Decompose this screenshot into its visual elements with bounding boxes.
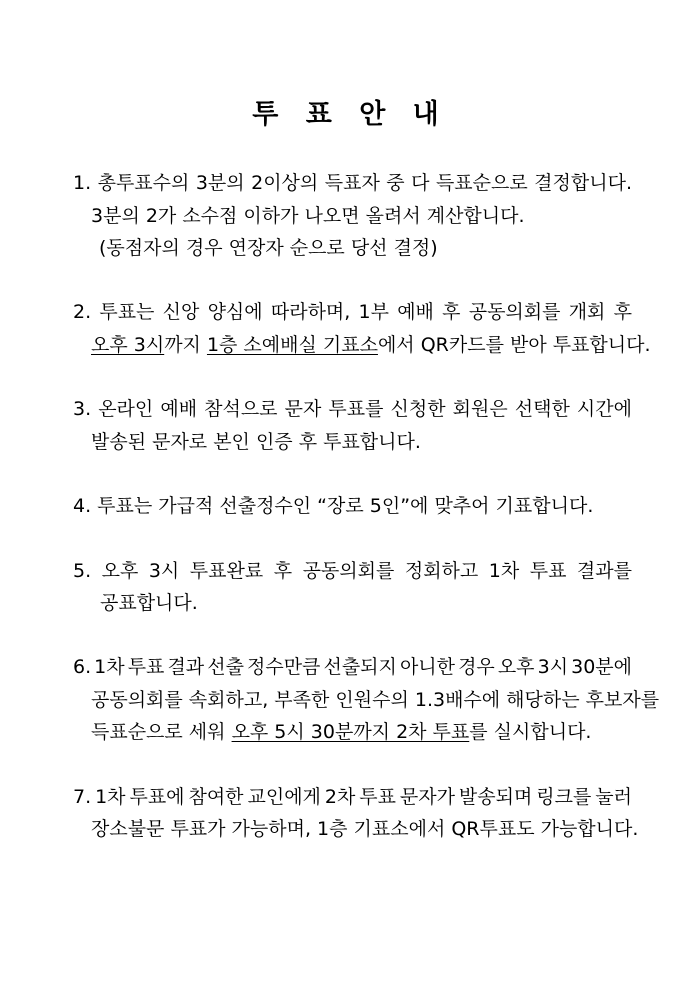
item-5-line-2: 공표합니다. xyxy=(100,592,198,614)
item-6-line-1: 6. 1차 투표 결과 선출 정수만큼 선출되지 아니한 경우 오후 3시 30분에 xyxy=(73,656,632,678)
item-2-text-a: 까지 xyxy=(164,334,207,356)
item-7-line-1: 7. 1차 투표에 참여한 교인에게 2차 투표 문자가 발송되며 링크를 눌러 xyxy=(73,786,632,808)
item-4-line-1: 4. 투표는 가급적 선출정수인 “장로 5인”에 맞추어 기표합니다. xyxy=(73,495,594,517)
item-3-line-1: 3. 온라인 예배 참석으로 문자 투표를 신청한 회원은 선택한 시간에 xyxy=(73,398,632,420)
item-5-line-1: 5. 오후 3시 투표완료 후 공동의회를 정회하고 1차 투표 결과를 xyxy=(73,560,632,582)
item-3-line-2: 발송된 문자로 본인 인증 후 투표합니다. xyxy=(91,431,421,453)
item-1-line-1: 1. 총투표수의 3분의 2이상의 득표자 중 다 득표순으로 결정합니다. xyxy=(73,172,632,194)
item-2-line-1: 2. 투표는 신앙 양심에 따라하며, 1부 예배 후 공동의회를 개회 후 xyxy=(73,301,632,323)
item-6-line-2: 공동의회를 속회하고, 부족한 인원수의 1.3배수에 해당하는 후보자를 xyxy=(91,689,660,711)
item-6-text-a: 득표순으로 세워 xyxy=(91,721,232,743)
item-6-deadline-underlined: 오후 5시 30분까지 2차 투표 xyxy=(231,721,470,743)
item-1-line-3: (동점자의 경우 연장자 순으로 당선 결정) xyxy=(99,237,438,259)
page-title: 투 표 안 내 xyxy=(252,99,448,130)
item-2-time-underlined: 오후 3시 xyxy=(91,334,165,356)
item-6-text-b: 를 실시합니다. xyxy=(469,721,592,743)
item-2-line-2 xyxy=(91,333,651,357)
item-2-text-b: 에서 QR카드를 받아 투표합니다. xyxy=(377,334,651,356)
item-6-line-3 xyxy=(91,720,591,744)
item-2-place-underlined: 1층 소예배실 기표소 xyxy=(206,334,378,356)
item-1-line-2: 3분의 2가 소수점 이하가 나오면 올려서 계산합니다. xyxy=(91,205,525,227)
item-7-line-2: 장소불문 투표가 가능하며, 1층 기표소에서 QR투표도 가능합니다. xyxy=(91,818,639,840)
